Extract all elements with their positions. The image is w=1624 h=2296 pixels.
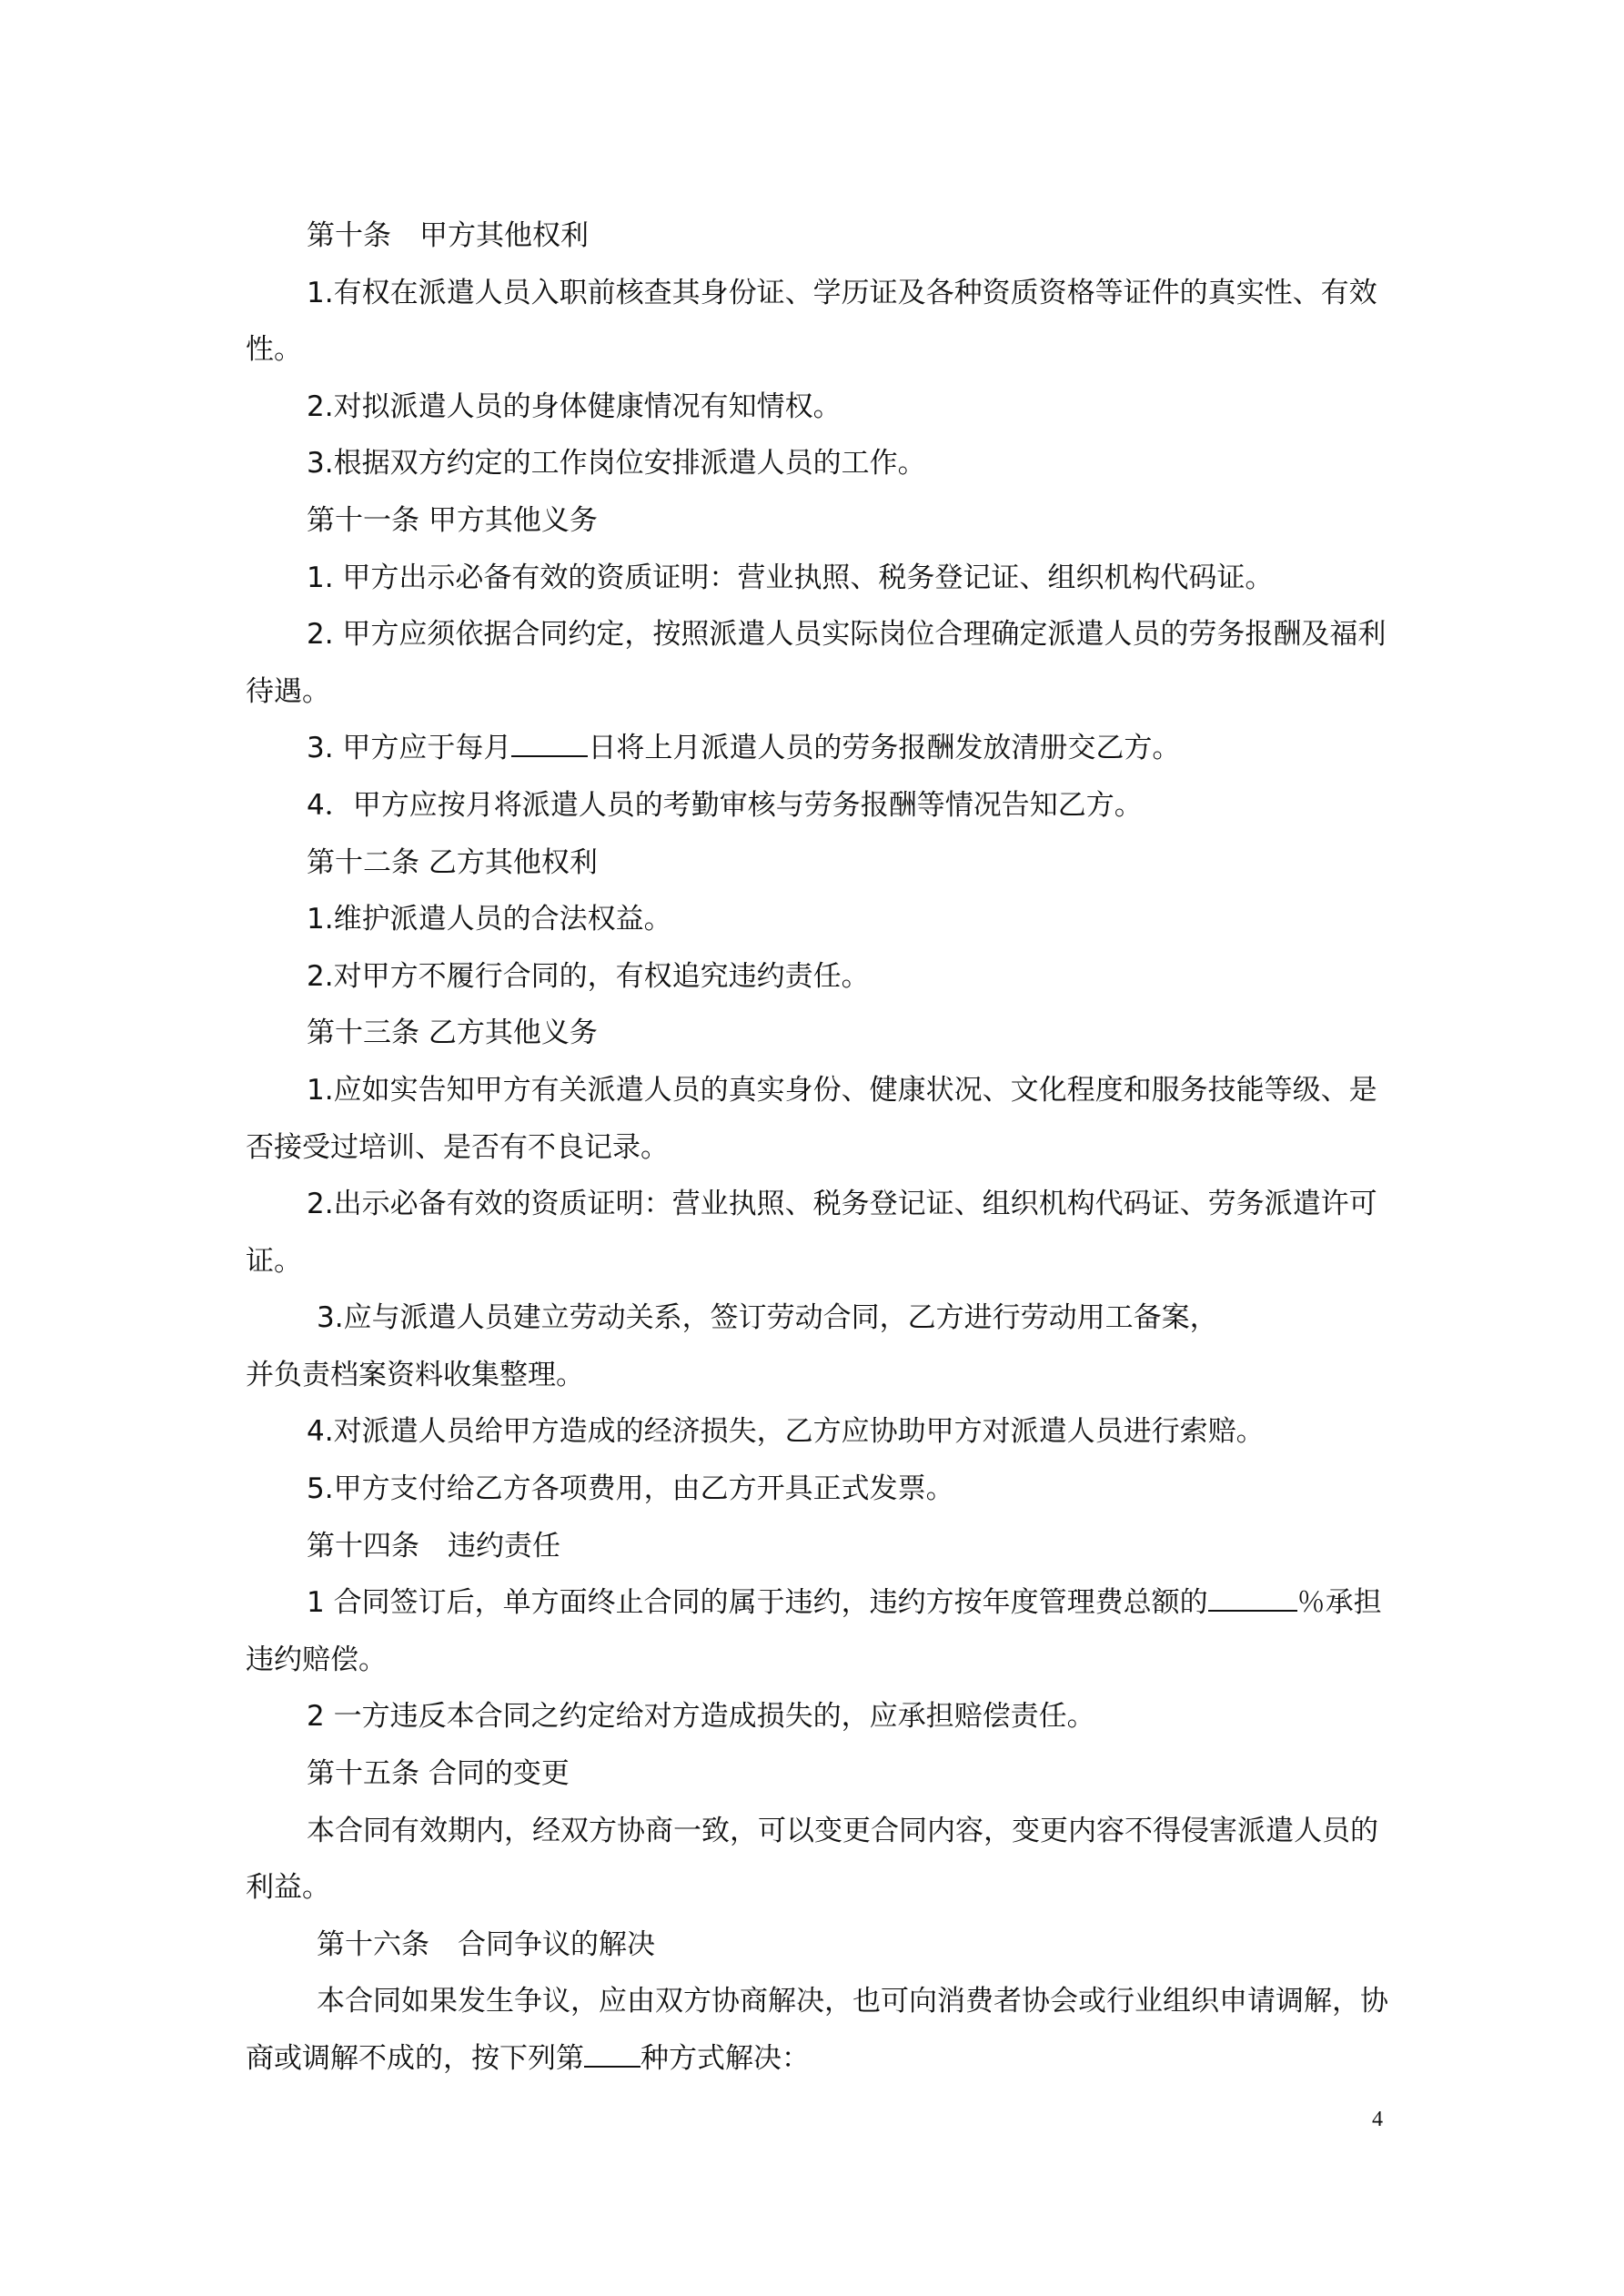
article-13-item-5: 5.甲方支付给乙方各项费用，由乙方开具正式发票。: [307, 1472, 954, 1506]
article-14-item-1-before: 1 合同签订后，单方面终止合同的属于违约，违约方按年度管理费总额的: [307, 1586, 1208, 1620]
article-11-item-4: 4．甲方应按月将派遣人员的考勤审核与劳务报酬等情况告知乙方。: [307, 788, 1143, 822]
article-11-item-1: 1. 甲方出示必备有效的资质证明：营业执照、税务登记证、组织机构代码证。: [307, 561, 1274, 594]
article-13-item-1: 1.应如实告知甲方有关派遣人员的真实身份、健康状况、文化程度和服务技能等级、是否接受过培训、是否有不良记录。: [246, 1073, 1377, 1164]
article-10-item-2: 2.对拟派遣人员的身体健康情况有知情权。: [307, 389, 842, 423]
article-10-heading: 第十条 甲方其他权利: [307, 219, 589, 252]
article-13-item-4: 4.对派遣人员给甲方造成的经济损失，乙方应协助甲方对派遣人员进行索赔。: [307, 1415, 1265, 1449]
page-number: 4: [1372, 2108, 1383, 2131]
article-16-body: [246, 1973, 1397, 2087]
article-14-item-1: [246, 1574, 1397, 1688]
article-11-item-3: [246, 720, 1397, 777]
article-16-heading: 第十六条 合同争议的解决: [317, 1927, 655, 1961]
article-11-item-3-after: 日将上月派遣人员的劳务报酬发放清册交乙方。: [588, 732, 1181, 765]
article-10-item-1: 1.有权在派遣人员入职前核查其身份证、学历证及各种资质资格等证件的真实性、有效性。: [246, 276, 1377, 367]
article-13-item-3: [246, 1290, 1397, 1403]
article-11-item-3-before: 3. 甲方应于每月: [307, 732, 512, 765]
fill-in-blank[interactable]: [1208, 1583, 1297, 1612]
article-15-heading: 第十五条 合同的变更: [307, 1757, 570, 1791]
article-13-item-3-line2: 并负责档案资料收集整理。: [246, 1358, 584, 1391]
article-11-heading: 第十一条 甲方其他义务: [307, 503, 598, 537]
article-13-item-2: 2.出示必备有效的资质证明：营业执照、税务登记证、组织机构代码证、劳务派遣许可证。: [246, 1188, 1377, 1278]
article-12-item-2: 2.对甲方不履行合同的，有权追究违约责任。: [307, 959, 870, 993]
article-14-heading: 第十四条 违约责任: [307, 1529, 560, 1563]
article-12-item-1: 1.维护派遣人员的合法权益。: [307, 903, 672, 936]
article-10-item-3: 3.根据双方约定的工作岗位安排派遣人员的工作。: [307, 447, 926, 480]
fill-in-blank[interactable]: [511, 728, 588, 757]
article-14-item-1-after: ％承担违约赔偿。: [246, 1586, 1382, 1676]
article-16-body-before: 本合同如果发生争议，应由双方协商解决，也可向消费者协会或行业组织申请调解，协商或调解不成的，按下列第: [246, 1985, 1388, 2075]
article-16-body-after: 种方式解决：: [641, 2042, 810, 2075]
article-13-item-3-line1: 3.应与派遣人员建立劳动关系，签订劳动合同，乙方进行劳动用工备案，: [317, 1301, 1218, 1335]
article-14-item-2: 2 一方违反本合同之约定给对方造成损失的，应承担赔偿责任。: [307, 1700, 1095, 1734]
article-15-body: 本合同有效期内，经双方协商一致，可以变更合同内容，变更内容不得侵害派遣人员的利益。: [246, 1814, 1378, 1905]
article-12-heading: 第十二条 乙方其他权利: [307, 845, 598, 879]
article-11-item-2: 2. 甲方应须依据合同约定，按照派遣人员实际岗位合理确定派遣人员的劳务报酬及福利待遇。: [246, 618, 1387, 708]
document-body: [246, 207, 1397, 2088]
article-13-heading: 第十三条 乙方其他义务: [307, 1017, 598, 1050]
fill-in-blank[interactable]: [584, 2038, 641, 2068]
